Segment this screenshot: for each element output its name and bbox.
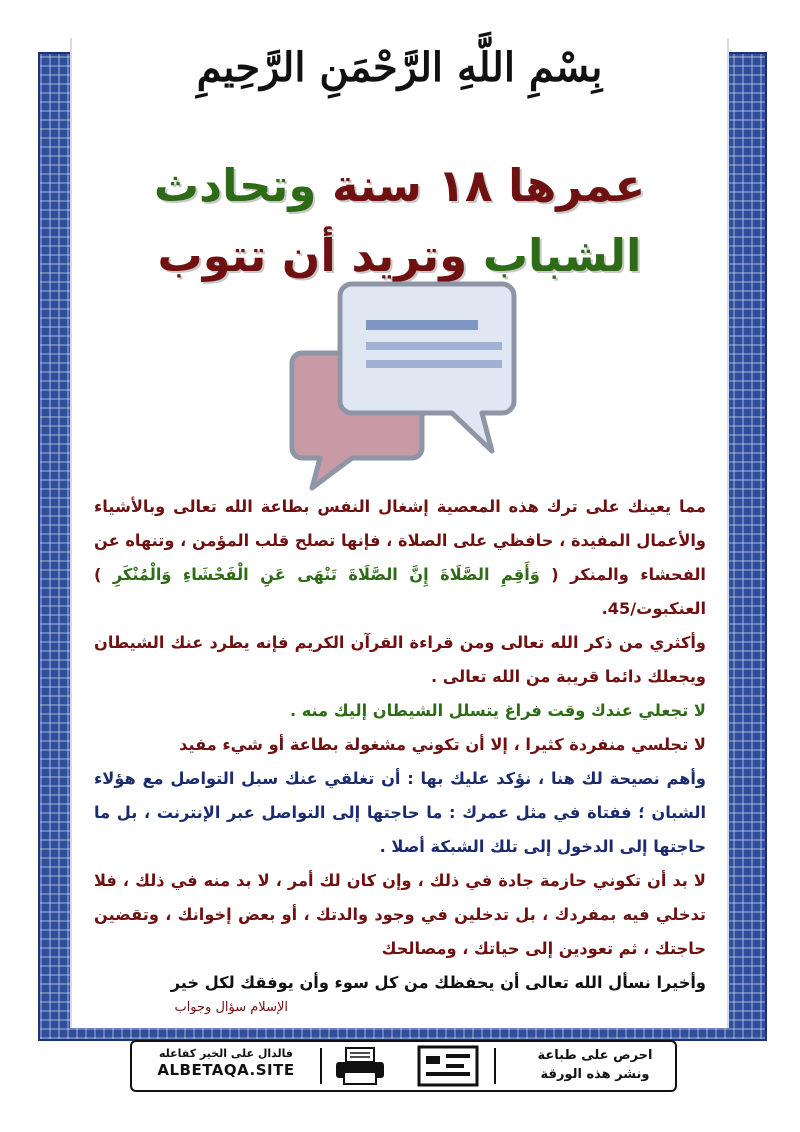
title-line-2 xyxy=(72,228,727,284)
footer-print-note xyxy=(525,1046,665,1084)
basmala: بِسْمِ اللَّهِ الرَّحْمَنِ الرَّحِيمِ xyxy=(196,44,603,91)
logo xyxy=(416,1044,480,1088)
footer-divider xyxy=(494,1048,496,1084)
site-link[interactable]: ALBETAQA.SITE xyxy=(157,1061,295,1079)
source-attribution: الإسلام سؤال وجواب xyxy=(174,1000,288,1015)
paragraph-5: وأهم نصيحة لك هنا ، نؤكد عليك بها : أن تغلقي عنك سبل التواصل مع هؤلاء الشبان ؛ ففتاة في مثل عمرك : ما حاجتها إلى التواصل عبر الإنترنت ، بل ما حاجتها إلى الدخول إلى تلك الشبكة أصلا . xyxy=(94,769,706,856)
footer-bar xyxy=(130,1040,677,1092)
quran-verse: وَأَقِمِ الصَّلَاةَ إِنَّ الصَّلَاةَ تَنْهَى عَنِ الْفَحْشَاءِ وَالْمُنْكَرِ xyxy=(112,565,540,584)
footer-proverb: فالدال على الخير كفاعله xyxy=(158,1047,294,1060)
printer-icon xyxy=(332,1046,388,1086)
paragraph-4: لا تجلسي منفردة كثيرا ، إلا أن تكوني مشغولة بطاعة أو شيء مفيد xyxy=(179,735,706,754)
paragraph-3: لا تجعلي عندك وقت فراغ يتسلل الشيطان إليك منه . xyxy=(289,701,706,720)
paragraph-6: لا بد أن تكوني حازمة جادة في ذلك ، وإن كان لك أمر ، لا بد منه في ذلك ، فلا تدخلي فيه بمفردك ، بل تدخلين في وجود والدتك ، أو بعض إخوانك ، وتقضين حاجتك ، ثم تعودين إلى حياتك ، ومصالحك xyxy=(94,871,706,958)
title-line-1 xyxy=(72,158,727,214)
verse-reference: ) العنكبوت/45. xyxy=(94,565,706,618)
paragraph-1-text: مما يعينك على ترك هذه المعصية إشغال النفس بطاعة الله تعالى وبالأشياء والأعمال المفيدة ، حافظي على الصلاة ، فإنها تصلح قلب المؤمن ، وتنهاه عن الفحشاء والمنكر ( xyxy=(94,497,706,584)
paragraph-1 xyxy=(94,490,706,626)
footer-divider xyxy=(320,1048,322,1084)
footer-site-info xyxy=(146,1046,306,1078)
footer-print-line-2: ونشر هذه الورقة xyxy=(540,1067,650,1082)
title-line-1-part-2: وتحادث xyxy=(153,159,317,212)
title-line-2-part-2: وتريد أن تتوب xyxy=(157,229,468,282)
title-line-1-part-1: عمرها ١٨ سنة xyxy=(316,159,646,212)
paragraph-2: وأكثري من ذكر الله تعالى ومن قراءة القرآن الكريم فإنه يطرد عنك الشيطان ويجعلك دائما قريبة من الله تعالى . xyxy=(94,633,706,686)
article-body xyxy=(94,490,706,1000)
content-panel xyxy=(70,38,729,1028)
paragraph-7: وأخيرا نسأل الله تعالى أن يحفظك من كل سوء وأن يوفقك لكل خير xyxy=(170,973,706,992)
chat-bubbles-icon xyxy=(282,278,562,498)
title-line-2-part-1: الشباب xyxy=(467,229,642,282)
footer-print-line-1: احرص على طباعة xyxy=(537,1048,653,1063)
